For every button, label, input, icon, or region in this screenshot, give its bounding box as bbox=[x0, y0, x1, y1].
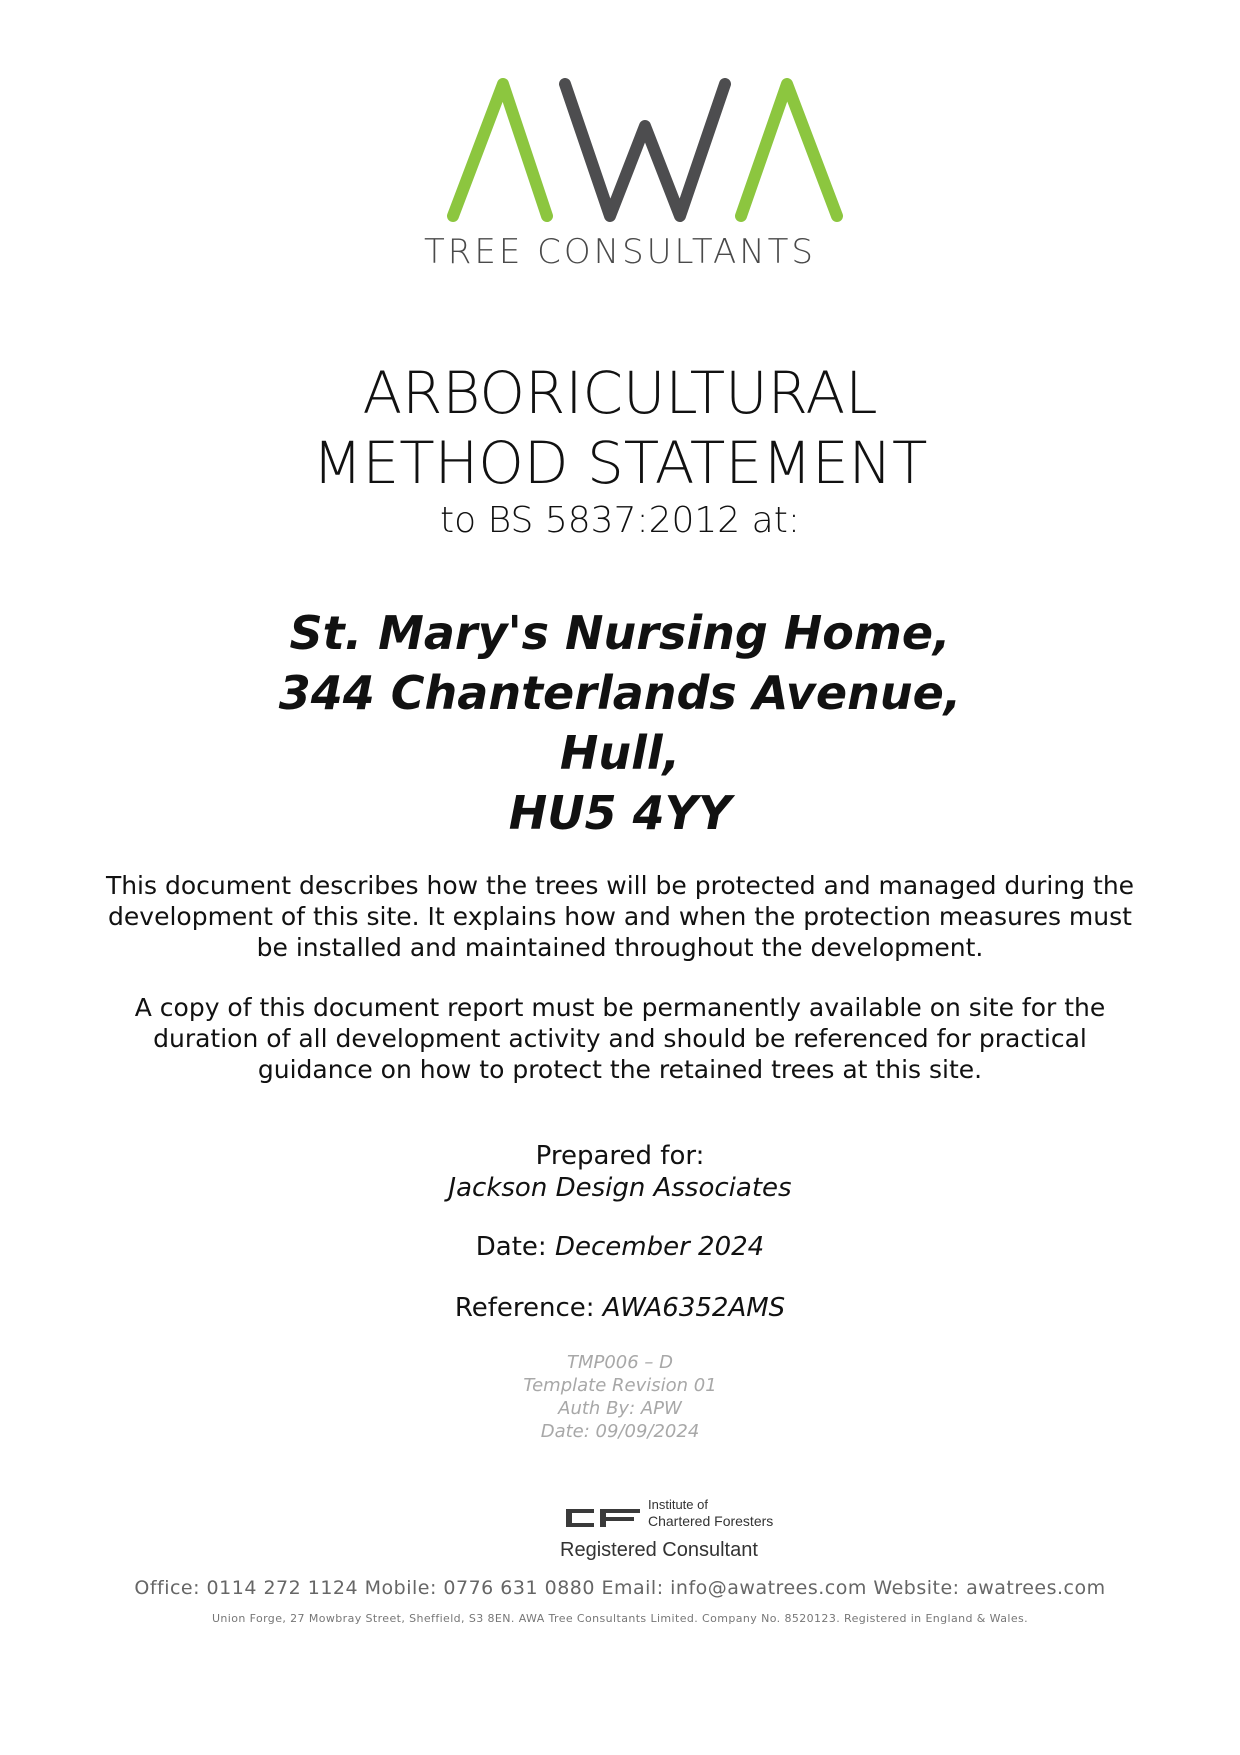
icf-name-line-1: Institute of bbox=[648, 1497, 708, 1512]
description-line-1: This document describes how the trees will be protected and managed during the bbox=[105, 871, 1135, 900]
template-code: TMP006 – D bbox=[566, 1352, 674, 1373]
logo-letter-a-left bbox=[453, 84, 547, 216]
site-copy-line-2: duration of all development activity and should be referenced for practical bbox=[153, 1024, 1087, 1053]
address-postcode: HU5 4YY bbox=[508, 786, 732, 840]
description-paragraph bbox=[0, 870, 1240, 963]
reference-value: AWA6352AMS bbox=[602, 1293, 786, 1323]
template-date: Date: 09/09/2024 bbox=[540, 1421, 700, 1442]
template-revision: Template Revision 01 bbox=[523, 1375, 717, 1396]
awa-logo bbox=[445, 78, 845, 228]
icf-name-line-2: Chartered Foresters bbox=[648, 1513, 774, 1529]
address-line-3: Hull, bbox=[559, 726, 681, 780]
prepared-for-label: Prepared for: bbox=[535, 1141, 705, 1171]
title-line-3: to BS 5837:2012 at: bbox=[440, 500, 800, 541]
address-line-2: 344 Chanterlands Avenue, bbox=[278, 666, 962, 720]
logo-letter-w bbox=[565, 84, 725, 216]
icf-logo-icon bbox=[564, 1503, 642, 1533]
address-line-1: St. Mary's Nursing Home, bbox=[289, 606, 951, 660]
date-label: Date: bbox=[475, 1232, 547, 1262]
prepared-for-value: Jackson Design Associates bbox=[448, 1173, 792, 1203]
site-copy-line-1: A copy of this document report must be permanently available on site for the bbox=[134, 993, 1106, 1022]
site-copy-paragraph bbox=[0, 992, 1240, 1085]
title-line-1: ARBORICULTURAL bbox=[362, 359, 878, 427]
description-line-3: be installed and maintained throughout the development. bbox=[256, 933, 984, 962]
reference-label: Reference: bbox=[454, 1293, 595, 1323]
site-copy-line-3: guidance on how to protect the retained trees at this site. bbox=[257, 1055, 983, 1084]
logo-subtitle: TREE CONSULTANTS bbox=[423, 232, 816, 272]
icf-registered-consultant-badge bbox=[560, 1495, 785, 1575]
date-line bbox=[0, 1231, 1240, 1263]
footer-legal: Union Forge, 27 Mowbray Street, Sheffield, S3 8EN. AWA Tree Consultants Limited. Company No. 8520123. Registered in England & Wales. bbox=[211, 1612, 1029, 1625]
title-line-2: METHOD STATEMENT bbox=[312, 429, 928, 497]
description-line-2: development of this site. It explains how and when the protection measures must bbox=[108, 902, 1132, 931]
template-auth: Auth By: APW bbox=[558, 1398, 682, 1419]
footer-contact: Office: 0114 272 1124 Mobile: 0776 631 0880 Email: info@awatrees.com Website: awatrees.com bbox=[134, 1577, 1106, 1599]
date-value: December 2024 bbox=[554, 1232, 765, 1262]
reference-line bbox=[0, 1292, 1240, 1324]
logo-letter-a-right bbox=[741, 84, 837, 216]
icf-registered-text: Registered Consultant bbox=[560, 1539, 758, 1561]
